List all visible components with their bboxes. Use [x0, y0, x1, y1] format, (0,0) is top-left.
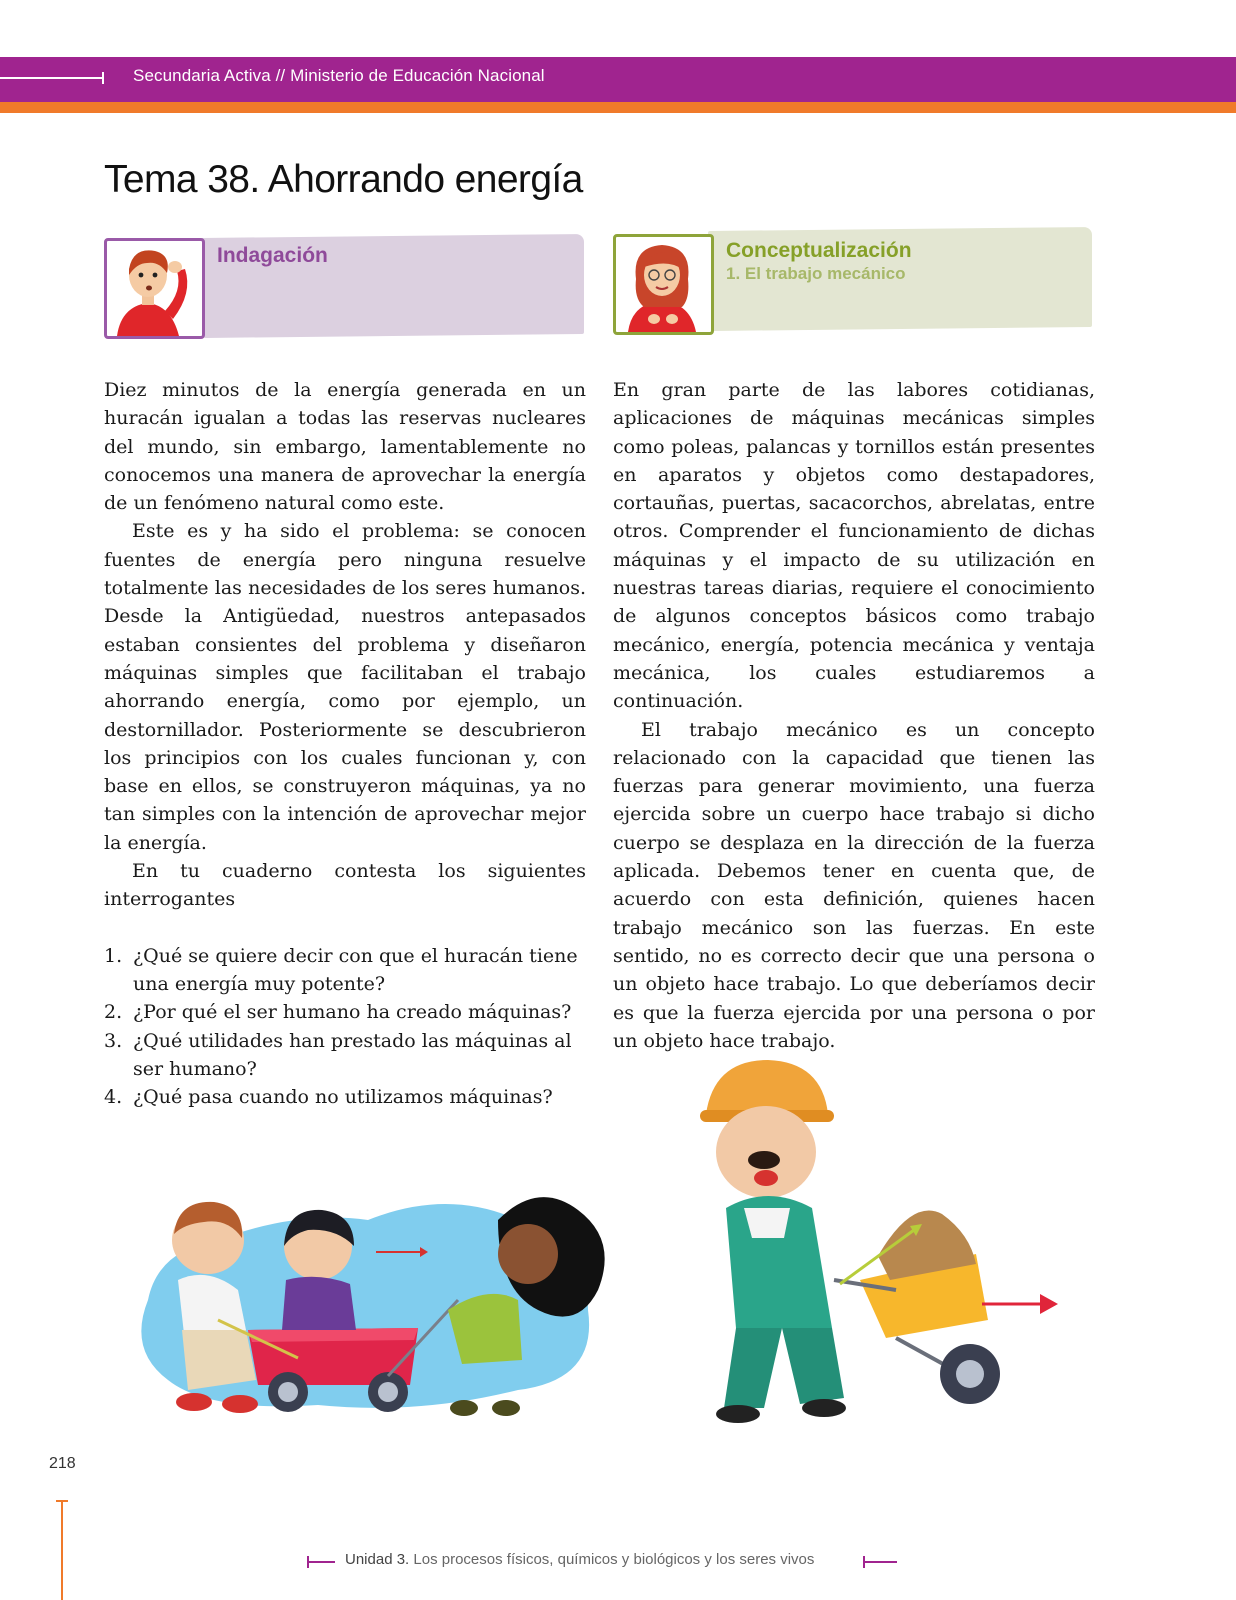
question-text: ¿Qué pasa cuando no utilizamos máquinas? — [133, 1086, 553, 1109]
page-title: Tema 38. Ahorrando energía — [104, 158, 583, 201]
left-paragraph-3: En tu cuaderno contesta los siguientes interrogantes — [104, 860, 586, 911]
question-number: 4. — [104, 1086, 123, 1109]
conceptualizacion-subtitle: 1. El trabajo mecánico — [726, 264, 906, 283]
question-text: ¿Qué utilidades han prestado las máquinas al ser humano? — [133, 1029, 572, 1080]
question-item — [104, 1083, 586, 1111]
right-paragraph-1: En gran parte de las labores cotidianas, aplicaciones de máquinas mecánicas simples como poleas, palancas y tornillos están presentes en aparatos y objetos como destapadores, cortauñas, puertas, sacacorchos, abrelatas, entre otros. Comprender el funcionamiento de dichas máquinas y el impacto de su utilización en nuestras tareas diarias, requiere el conocimiento de algunos conceptos básicos como trabajo mecánico, energía, potencia mecánica y ventaja mecánica, los cuales estudiaremos a continuación. — [613, 379, 1095, 713]
boy-thinking-icon — [107, 241, 202, 336]
header-rule-tick — [102, 72, 104, 84]
header-text: Secundaria Activa // Ministerio de Educación Nacional — [133, 66, 545, 85]
footer-rule-right — [863, 1561, 897, 1563]
right-column-text — [613, 376, 1095, 1055]
footer — [307, 1551, 897, 1573]
question-item — [104, 1027, 586, 1084]
footer-text — [345, 1551, 814, 1568]
footer-rule-left — [307, 1561, 335, 1563]
question-number: 1. — [104, 944, 123, 967]
question-item — [104, 942, 586, 999]
footer-unit: Unidad 3. — [345, 1551, 410, 1568]
worker-wheelbarrow-icon — [664, 1058, 1084, 1438]
footer-tick-right — [863, 1556, 865, 1568]
left-paragraph-2: Este es y ha sido el problema: se conocen fuentes de energía pero ninguna resuelve totalmente las necesidades de los seres humanos. Desde la Antigüedad, nuestros antepasados estaban consientes del problema y diseñaron máquinas simples que facilitaban el trabajo ahorrando energía, como por ejemplo, un destornillador. Posteriormente se descubrieron los principios con los cuales funcionan y, con base en ellos, se construyeron máquinas, ya no tan simples con la intención de aprovechar mejor la energía. — [104, 520, 586, 854]
boy-thinking-avatar — [104, 238, 205, 339]
children-wagon-icon — [118, 1180, 638, 1440]
question-item — [104, 998, 586, 1026]
worker-wheelbarrow-illustration — [664, 1058, 1084, 1438]
left-column-text — [104, 376, 586, 1111]
footer-unit-title: Los procesos físicos, químicos y biológicos y los seres vivos — [409, 1551, 815, 1568]
question-number: 2. — [104, 1001, 123, 1024]
page-number: 218 — [49, 1455, 76, 1472]
header-accent-stripe — [0, 102, 1236, 113]
conceptualizacion-title: Conceptualización — [726, 239, 912, 262]
side-rule — [61, 1500, 63, 1600]
header-rule — [0, 77, 102, 79]
girl-teacher-avatar — [613, 234, 714, 335]
question-text: ¿Qué se quiere decir con que el huracán tiene una energía muy potente? — [133, 944, 578, 995]
right-paragraph-2: El trabajo mecánico es un concepto relacionado con la capacidad que tienen las fuerzas para generar movimiento, una fuerza ejercida sobre un cuerpo hace trabajo si dicho cuerpo se desplaza en la dirección de la fuerza aplicada. Debemos tener en cuenta que, de acuerdo con esta definición, quienes hacen trabajo mecánico son las fuerzas. En este sentido, no es correcto decir que una persona o un objeto hace trabajo. Lo que deberíamos decir es que la fuerza ejercida por una persona o por un objeto hace trabajo. — [613, 718, 1095, 1052]
children-wagon-illustration — [118, 1180, 638, 1440]
left-paragraph-1: Diez minutos de la energía generada en un huracán igualan a todas las reservas nucleares del mundo, sin embargo, lamentablemente no conocemos una manera de aprovechar la energía de un fenómeno natural como este. — [104, 379, 586, 515]
question-text: ¿Por qué el ser humano ha creado máquinas? — [133, 1001, 572, 1024]
question-number: 3. — [104, 1029, 123, 1052]
question-list — [104, 942, 586, 1112]
girl-teacher-icon — [616, 237, 711, 332]
indagacion-title: Indagación — [217, 244, 328, 267]
